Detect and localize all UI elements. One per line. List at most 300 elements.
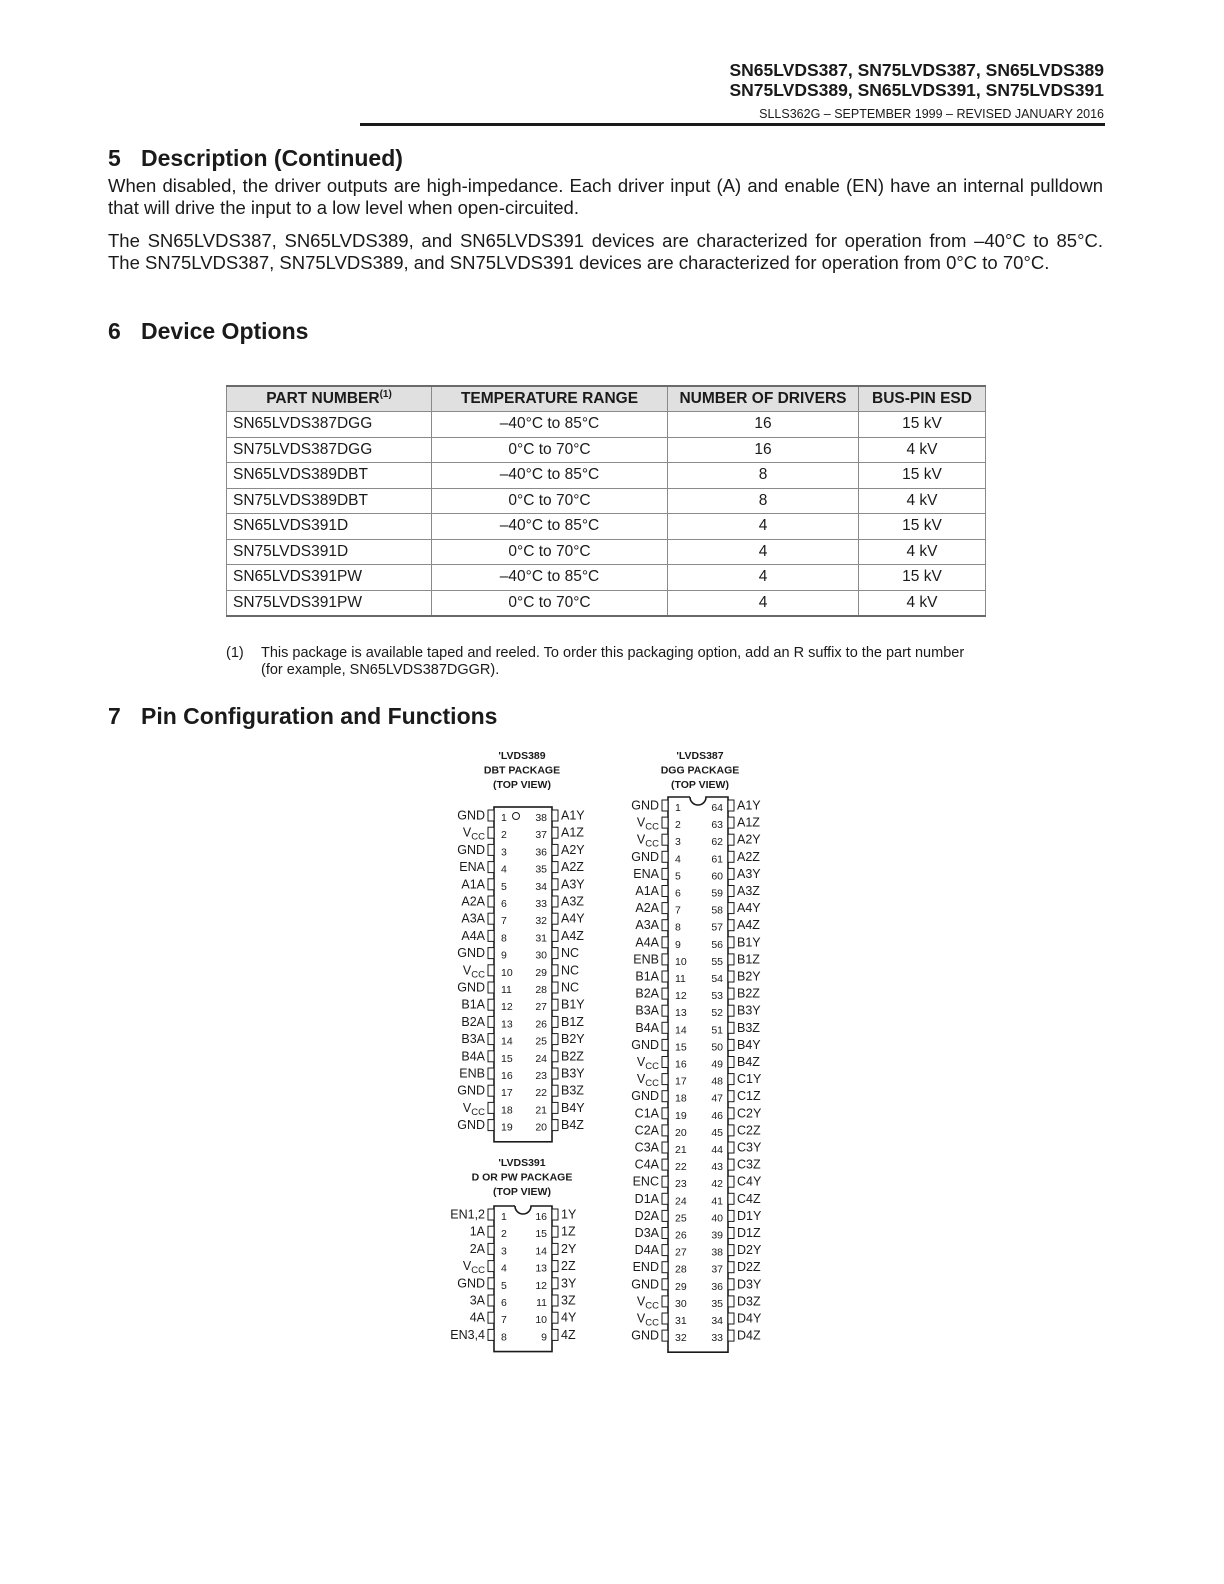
pin-number: 22 <box>675 1161 687 1174</box>
package-title-line: (TOP VIEW) <box>493 1186 551 1198</box>
table-cell: 4 <box>668 565 859 591</box>
pin-stub <box>552 1102 558 1113</box>
pin-number: 31 <box>675 1315 687 1327</box>
column-header: PART NUMBER$^{(1)}$ <box>227 386 432 412</box>
column-header: NUMBER OF DRIVERS <box>668 386 859 412</box>
pin-label: A1Y <box>737 798 761 813</box>
pin-number: 19 <box>675 1109 687 1122</box>
pin-stub <box>662 1210 668 1221</box>
pin-number: 16 <box>675 1058 687 1071</box>
pin-label: B2Z <box>561 1049 584 1064</box>
pin-label: B4Y <box>737 1037 761 1052</box>
pin-label: A4Z <box>737 918 760 933</box>
pin-stub <box>662 1296 668 1307</box>
pin-number: 9 <box>541 1331 547 1344</box>
pin-label: B3A <box>635 1003 659 1018</box>
pin-number: 7 <box>501 915 507 928</box>
table-cell: –40°C to 85°C <box>432 514 668 540</box>
footnote-ref: (1) <box>379 389 392 401</box>
pin-label: A1Y <box>561 808 585 823</box>
pin-stub <box>488 1329 494 1340</box>
pin-stub <box>728 1245 734 1256</box>
pin-stub <box>552 948 558 959</box>
pin-stub <box>728 1262 734 1273</box>
pin-label: GND <box>457 980 485 995</box>
pin-stub <box>662 988 668 999</box>
pin-number: 12 <box>675 990 687 1003</box>
pin-number: 61 <box>711 853 723 866</box>
pin-stub <box>662 1313 668 1324</box>
pin-label: GND <box>457 946 485 961</box>
pin-label: D3Z <box>737 1294 761 1309</box>
pin-number: 10 <box>675 955 687 968</box>
pin-stub <box>488 1068 494 1079</box>
pin-number: 4 <box>675 853 681 866</box>
pin-number: 28 <box>535 984 547 996</box>
table-cell: 4 <box>668 539 859 565</box>
pin-label: B2A <box>461 1014 485 1029</box>
pin-label: A1A <box>635 884 659 898</box>
pin-stub <box>728 971 734 982</box>
pin-number: 13 <box>535 1262 547 1275</box>
pin-stub <box>662 937 668 948</box>
pin-label: B4Y <box>561 1100 585 1115</box>
pin-label: D3Y <box>737 1277 762 1292</box>
pin-stub <box>662 868 668 879</box>
pin-stub <box>488 1085 494 1096</box>
pin-stub <box>488 1261 494 1272</box>
pin-stub <box>728 903 734 914</box>
footnote-text: This package is available taped and reeled. To order this packaging option, add an R suffix to the part number (for example, SN65LVDS387DGGR). <box>261 645 965 678</box>
pin-label: D1A <box>634 1191 659 1206</box>
pin-number: 2 <box>501 1228 507 1241</box>
pin-stub <box>662 1245 668 1256</box>
pin-label: B3Y <box>737 1003 761 1018</box>
pin-label: B2Z <box>737 986 760 1001</box>
pin-label: D4Y <box>737 1311 762 1326</box>
pin-label: A2Z <box>561 860 584 875</box>
pin-number: 5 <box>501 1279 507 1292</box>
table-cell: 15 kV <box>859 412 986 438</box>
pin-stub <box>728 851 734 862</box>
pin-label: C4A <box>634 1157 659 1172</box>
table-cell: 0°C to 70°C <box>432 539 668 565</box>
pin-number: 18 <box>501 1104 513 1117</box>
pin-stub <box>552 1329 558 1340</box>
pin-number: 38 <box>711 1246 723 1259</box>
pin-number: 25 <box>675 1212 687 1225</box>
pin-number: 16 <box>535 1211 547 1223</box>
pin-number: 30 <box>535 949 547 962</box>
pin-number: 24 <box>535 1052 547 1065</box>
pin-number: 62 <box>711 836 723 849</box>
pin-label: C3Z <box>737 1157 761 1172</box>
pin-label: C4Z <box>737 1191 761 1206</box>
pin-stub <box>552 999 558 1010</box>
pin-label: EN1,2 <box>450 1207 485 1222</box>
package-title-line: DGG PACKAGE <box>660 764 740 777</box>
pin-number: 20 <box>535 1121 547 1134</box>
pin-label: A3Z <box>737 884 760 898</box>
pin-number: 20 <box>675 1126 687 1139</box>
pin-label: $V_{CC}$ <box>462 825 485 843</box>
table-cell: SN65LVDS391D <box>227 514 432 540</box>
pin-stub <box>552 1209 558 1220</box>
pin-label: 3A <box>469 1293 485 1308</box>
pin-number: 38 <box>535 812 547 824</box>
pin-number: 53 <box>711 990 723 1003</box>
table-cell: –40°C to 85°C <box>432 412 668 438</box>
pin-stub <box>552 965 558 976</box>
pin-stub <box>662 1022 668 1033</box>
pin-number: 15 <box>501 1052 513 1065</box>
pin-label: GND <box>631 798 659 813</box>
section-title: Description (Continued) <box>141 145 403 171</box>
table-cell: 8 <box>668 488 859 514</box>
pin-label: B2Y <box>561 1032 585 1047</box>
pin-stub <box>728 1022 734 1033</box>
pin-label: C1Z <box>737 1089 761 1104</box>
pin-label: 3Z <box>561 1293 576 1308</box>
pin-number: 10 <box>501 966 513 979</box>
package-title-line: 'LVDS389 <box>498 750 546 762</box>
pin-label: B1Z <box>737 952 760 967</box>
pin-stub <box>488 1243 494 1254</box>
pin-label: A4Y <box>737 901 761 916</box>
pin-stub <box>728 1125 734 1136</box>
pin-label: B3Y <box>561 1066 585 1081</box>
table-cell: –40°C to 85°C <box>432 565 668 591</box>
pin-number: 23 <box>535 1070 547 1082</box>
pin-number: 3 <box>501 846 507 859</box>
pin-label: $V_{CC}$ <box>636 832 659 850</box>
pin-label: B4Z <box>561 1118 584 1133</box>
pin-label: A3A <box>635 918 659 933</box>
pin-number: 63 <box>711 819 723 832</box>
pin-stub <box>552 913 558 924</box>
pin-number: 14 <box>675 1024 687 1037</box>
pin-stub <box>552 1120 558 1131</box>
pin-number: 12 <box>535 1279 547 1292</box>
pin-stub <box>552 1295 558 1306</box>
pin-stub <box>662 1279 668 1290</box>
pin-stub <box>552 1243 558 1254</box>
pin-label: GND <box>457 1118 485 1133</box>
table-cell: 15 kV <box>859 514 986 540</box>
pin-stub <box>662 971 668 982</box>
pin-number: 50 <box>711 1041 723 1054</box>
pin-number: 41 <box>711 1195 723 1208</box>
pin-number: 48 <box>711 1075 723 1088</box>
pin-stub <box>662 834 668 845</box>
pin-stub <box>662 1176 668 1187</box>
pin-number: 55 <box>711 955 723 968</box>
pin-stub <box>488 1295 494 1306</box>
pin-stub <box>662 1057 668 1068</box>
title-line-1: SN65LVDS387, SN75LVDS387, SN65LVDS389 <box>729 60 1104 80</box>
pin-number: 8 <box>675 921 681 934</box>
pin-label: $V_{CC}$ <box>636 1055 659 1072</box>
pin-stub <box>552 879 558 890</box>
pin-number: 30 <box>675 1297 687 1310</box>
pin-number: 37 <box>711 1263 723 1276</box>
pin-number: 7 <box>501 1314 507 1327</box>
pin-number: 2 <box>501 829 507 842</box>
pin-label: ENB <box>633 952 659 967</box>
pin-number: 13 <box>675 1007 687 1020</box>
pin-label: ENB <box>459 1066 485 1081</box>
pin-stub <box>728 1193 734 1204</box>
pin-number: 58 <box>711 904 723 917</box>
pin-number: 5 <box>675 870 681 883</box>
pin-label: $V_{CC}$ <box>462 1259 485 1277</box>
pin-number: 6 <box>501 1297 507 1309</box>
pin-number: 9 <box>675 938 681 951</box>
pin-label: B1A <box>461 997 485 1012</box>
pin-stub <box>552 1312 558 1323</box>
pin-number: 49 <box>711 1058 723 1071</box>
pin-label: $V_{CC}$ <box>636 1294 659 1312</box>
pin-stub <box>728 988 734 999</box>
pin-stub <box>728 1313 734 1324</box>
pin-stub <box>552 896 558 907</box>
pin-stub <box>488 844 494 855</box>
pin-number: 5 <box>501 880 507 893</box>
pin-stub <box>662 1039 668 1050</box>
pin-stub <box>488 1051 494 1062</box>
pin-number: 34 <box>711 1315 723 1327</box>
pin-number: 16 <box>501 1070 513 1082</box>
pin-number: 7 <box>675 904 681 917</box>
pin-number: 28 <box>675 1263 687 1276</box>
section-number: 5 <box>108 145 121 171</box>
pin-number: 24 <box>675 1195 687 1208</box>
pin-number: 35 <box>535 863 547 876</box>
pin-number: 45 <box>711 1126 723 1139</box>
pin-number: 33 <box>535 898 547 910</box>
pin-label: EN3,4 <box>450 1327 485 1342</box>
pin-label: 4Y <box>561 1310 577 1325</box>
pin-number: 4 <box>501 863 507 876</box>
table-cell: 4 kV <box>859 437 986 463</box>
pin-number: 21 <box>535 1104 547 1117</box>
pin-label: D4A <box>634 1243 659 1258</box>
pin-label: B1Y <box>737 935 761 950</box>
pin-label: END <box>632 1260 659 1275</box>
pin-number: 10 <box>535 1314 547 1327</box>
package-title-line: (TOP VIEW) <box>493 779 551 791</box>
pin-number: 64 <box>711 802 723 814</box>
pin-label: GND <box>631 849 659 864</box>
pin-stub <box>728 868 734 879</box>
pin-stub <box>662 920 668 931</box>
pin-stub <box>728 1296 734 1307</box>
footnote-mark: (1) <box>226 645 244 661</box>
pin-number: 19 <box>501 1121 513 1134</box>
pin-stub <box>488 965 494 976</box>
pin-stub <box>728 1176 734 1187</box>
table-cell: 4 kV <box>859 590 986 616</box>
pin-label: A3Z <box>561 894 584 909</box>
package-title-line: 'LVDS387 <box>676 750 724 762</box>
pin-number: 27 <box>535 1001 547 1014</box>
pin-number: 52 <box>711 1007 723 1020</box>
pin-stub <box>488 982 494 993</box>
pin-number: 2 <box>675 819 681 832</box>
pin-stub <box>552 1034 558 1045</box>
pin-label: A2A <box>635 901 659 916</box>
pin-label: 1A <box>469 1224 485 1239</box>
pin-number: 9 <box>501 949 507 962</box>
pin-label: A2Z <box>737 849 760 864</box>
pin-number: 11 <box>501 984 512 996</box>
pin-number: 11 <box>536 1297 547 1309</box>
pin-label: GND <box>457 1276 485 1291</box>
table-cell: –40°C to 85°C <box>432 463 668 489</box>
pin-stub <box>728 1005 734 1016</box>
table-cell: 0°C to 70°C <box>432 488 668 514</box>
table-cell: 0°C to 70°C <box>432 590 668 616</box>
pin-label: B1Z <box>561 1014 584 1029</box>
pin-number: 37 <box>535 829 547 842</box>
pin-stub <box>662 1108 668 1119</box>
pin-number: 3 <box>675 836 681 849</box>
pin1-marker-dot <box>513 813 520 820</box>
package-title-line: D OR PW PACKAGE <box>471 1171 573 1184</box>
pin-label: A2Y <box>737 832 761 847</box>
pin-label: GND <box>631 1277 659 1292</box>
pin-label: $V_{CC}$ <box>636 1311 659 1329</box>
pin-label: ENA <box>633 866 659 881</box>
pin-number: 3 <box>501 1245 507 1258</box>
pin-label: B2Y <box>737 969 761 984</box>
column-header: BUS-PIN ESD <box>859 386 986 412</box>
pin-label: A3A <box>461 911 485 926</box>
pin-stub <box>662 1330 668 1341</box>
package-lvds387-diagram <box>631 750 762 1352</box>
package-title-line: (TOP VIEW) <box>671 779 729 791</box>
pin-stub <box>488 1312 494 1323</box>
pin-stub <box>552 1068 558 1079</box>
pin-stub <box>488 948 494 959</box>
pin-number: 1 <box>501 812 507 824</box>
table-cell: 4 kV <box>859 488 986 514</box>
pin-stub <box>552 1016 558 1027</box>
table-cell: 0°C to 70°C <box>432 437 668 463</box>
pin-stub <box>728 834 734 845</box>
pin-number: 25 <box>535 1035 547 1048</box>
column-header: TEMPERATURE RANGE <box>432 386 668 412</box>
section-title: Pin Configuration and Functions <box>141 703 498 729</box>
table-cell: SN75LVDS391D <box>227 539 432 565</box>
pin-stub <box>662 800 668 811</box>
pin-number: 44 <box>711 1144 723 1156</box>
pin-stub <box>552 1085 558 1096</box>
pin-label: ENC <box>632 1174 659 1189</box>
pin-stub <box>552 844 558 855</box>
pin-number: 42 <box>711 1178 723 1191</box>
pin-stub <box>662 1074 668 1085</box>
package-lvds391-diagram <box>450 1157 577 1352</box>
pin-stub <box>662 903 668 914</box>
pin-stub <box>728 1074 734 1085</box>
pin-number: 56 <box>711 938 723 951</box>
pin-stub <box>728 1142 734 1153</box>
pin-stub <box>728 1279 734 1290</box>
pin-label: NC <box>561 980 580 995</box>
pin-number: 17 <box>675 1075 687 1088</box>
pin-stub <box>552 982 558 993</box>
pin-stub <box>662 1142 668 1153</box>
pin-number: 26 <box>535 1018 547 1031</box>
pin-number: 13 <box>501 1018 513 1031</box>
pin-label: GND <box>631 1037 659 1052</box>
pin-stub <box>662 1262 668 1273</box>
pin-number: 47 <box>711 1092 723 1105</box>
pin-stub <box>662 1228 668 1239</box>
pin-stub <box>488 879 494 890</box>
pin-label: GND <box>457 1083 485 1098</box>
pin-stub <box>728 1039 734 1050</box>
pin-number: 15 <box>535 1228 547 1241</box>
pin-stub <box>728 1228 734 1239</box>
pin-label: $V_{CC}$ <box>462 963 485 981</box>
pin-label: NC <box>561 963 580 978</box>
pin-label: B4A <box>461 1049 485 1064</box>
table-cell: 4 <box>668 590 859 616</box>
pin-number: 43 <box>711 1161 723 1174</box>
pin-number: 32 <box>535 915 547 928</box>
pin-number: 32 <box>675 1332 687 1345</box>
pin-stub <box>662 954 668 965</box>
pin-stub <box>488 913 494 924</box>
pin-stub <box>728 1210 734 1221</box>
pin-stub <box>662 1091 668 1102</box>
pin-stub <box>488 1209 494 1220</box>
pin-stub <box>552 1051 558 1062</box>
pin-stub <box>662 1193 668 1204</box>
pin-number: 18 <box>675 1092 687 1105</box>
pin-label: B1A <box>635 969 659 984</box>
pin-number: 34 <box>535 880 547 893</box>
table-cell: SN65LVDS387DGG <box>227 412 432 438</box>
pin-label: $V_{CC}$ <box>636 815 659 833</box>
pin-number: 1 <box>501 1211 507 1223</box>
pin-stub <box>488 1016 494 1027</box>
pin-label: D3A <box>634 1226 659 1240</box>
pin-label: A4Y <box>561 911 585 926</box>
pin-number: 46 <box>711 1109 723 1122</box>
pin-number: 59 <box>711 887 723 900</box>
pin-label: D1Y <box>737 1208 762 1223</box>
pin-number: 54 <box>711 973 723 985</box>
pin-stub <box>488 999 494 1010</box>
pin-number: 8 <box>501 932 507 945</box>
pin-number: 31 <box>535 932 547 945</box>
pin-label: B2A <box>635 986 659 1001</box>
pin-number: 23 <box>675 1178 687 1191</box>
pin-number: 60 <box>711 870 723 883</box>
pin-stub <box>488 930 494 941</box>
pin-stub <box>552 810 558 821</box>
table-cell: SN75LVDS391PW <box>227 590 432 616</box>
pin-number: 36 <box>535 846 547 859</box>
pin-label: C2A <box>634 1123 659 1138</box>
package-lvds389-diagram <box>457 750 585 1142</box>
pin-label: C2Z <box>737 1123 761 1138</box>
pin-stub <box>488 1034 494 1045</box>
pin-label: D2Y <box>737 1243 762 1258</box>
